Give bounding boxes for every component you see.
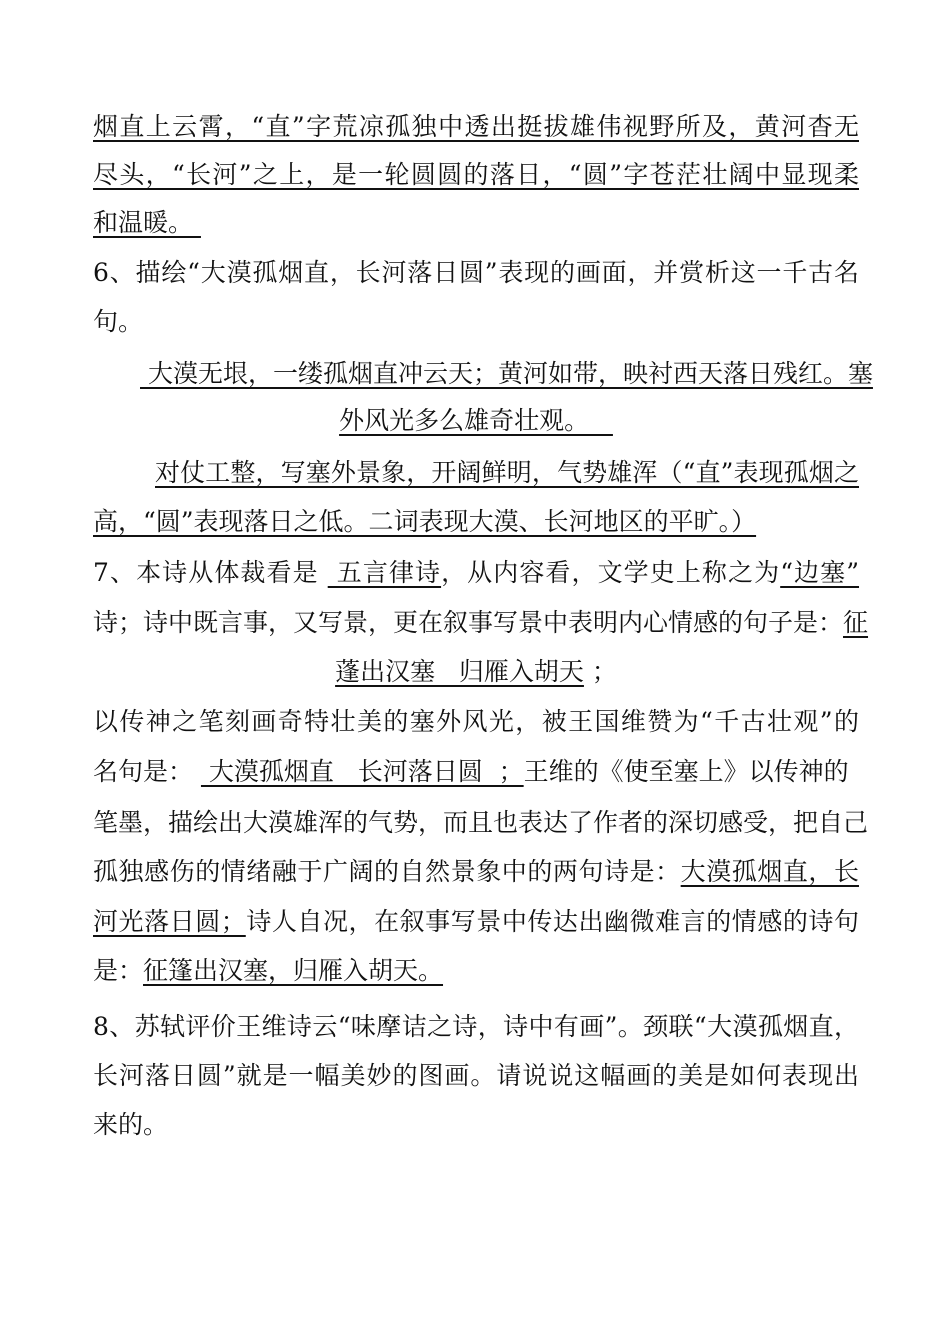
question-6-line-2: 句。: [93, 307, 144, 336]
answer-6-line-4: [93, 507, 756, 537]
answer-5-text-1: 烟直上云霄，“直”字荒凉孤独中透出挺拔雄伟视野所及，黄河杳无: [93, 112, 859, 141]
answer-6-text-1: 大漠无垠，一缕孤烟直冲云天；黄河如带，映衬西天落日残红。塞: [140, 359, 873, 388]
answer-6-line-2: [93, 406, 859, 436]
q7-answer-famous: 大漠孤烟直 长河落日圆 ；: [200, 757, 524, 786]
q7-answer-lines-start: 大漠孤烟直，长: [680, 857, 859, 886]
answer-6-text-3: 对仗工整，写塞外景象，开阔鲜明，气势雄浑（“直”表现孤烟之: [155, 458, 859, 487]
q7-text-9a: 是：: [93, 956, 144, 985]
answer-5-text-2: 尽头，“长河”之上，是一轮圆圆的落日，“圆”字苍茫壮阔中显现柔: [93, 160, 859, 189]
q7-text-2a: 诗；诗中既言事，又写景，更在叙事写景中表明内心情感的句子是：: [93, 608, 844, 637]
question-7-line-6: 笔墨，描绘出大漠雄浑的气势，而且也表达了作者的深切感受，把自己: [93, 808, 869, 837]
question-7-line-5: [93, 757, 849, 787]
q7-text-8b: 诗人自况，在叙事写景中传达出幽微难言的情感的诗句: [245, 907, 859, 936]
q7-text-7a: 孤独感伤的情绪融于广阔的自然景象中的两句诗是：: [93, 857, 681, 886]
q7-answer-lines-end: 河光落日圆；: [93, 907, 246, 936]
q7-answer-emotion: 蓬出汉塞 归雁入胡天: [335, 657, 584, 686]
answer-5-line-2: [93, 160, 859, 190]
answer-6-line-1: [140, 359, 873, 389]
answer-5-line-1: [93, 112, 859, 142]
question-7-line-3: [93, 657, 859, 687]
question-7-line-1: [93, 558, 859, 588]
q7-text-5a: 名句是：: [93, 757, 201, 786]
q7-text-1b: ，从内容看，文学史上称之为: [441, 558, 781, 587]
answer-6-line-3: [155, 458, 859, 488]
question-7-line-2: [93, 608, 869, 638]
answer-6-text-4: 高，“圆”表现落日之低。二词表现大漠、长河地区的平旷。）: [93, 507, 757, 536]
answer-5-line-3: [93, 208, 201, 238]
answer-5-text-3: 和温暖。: [93, 208, 201, 237]
q7-answer-type: “边塞”: [780, 558, 860, 587]
question-8-line-2: 长河落日圆”就是一幅美妙的图画。请说说这幅画的美是如何表现出: [93, 1061, 859, 1090]
question-8-line-3: 来的。: [93, 1110, 169, 1139]
question-6-line-1: 6、描绘“大漠孤烟直，长河落日圆”表现的画面，并赏析这一千古名: [93, 258, 859, 287]
question-7-line-8: [93, 907, 859, 937]
question-7-line-7: [93, 857, 859, 887]
question-8-line-1: 8、苏轼评价王维诗云“味摩诘之诗，诗中有画”。颈联“大漠孤烟直，: [93, 1012, 859, 1041]
q7-text-3b: ；: [583, 657, 617, 686]
q7-text-5b: 王维的《使至塞上》以传神的: [523, 757, 849, 786]
question-7-line-9: [93, 956, 443, 986]
answer-6-text-2: 外风光多么雄奇壮观。: [339, 406, 613, 435]
q7-text-1a: 7、本诗从体裁看是: [93, 558, 328, 587]
q7-answer-self: 征篷出汉塞，归雁入胡天。: [143, 956, 444, 985]
question-7-line-4: 以传神之笔刻画奇特壮美的塞外风光，被王国维赞为“千古壮观”的: [93, 707, 859, 736]
q7-answer-genre: 五言律诗: [327, 558, 442, 587]
q7-answer-emotion-start: 征: [843, 608, 869, 637]
